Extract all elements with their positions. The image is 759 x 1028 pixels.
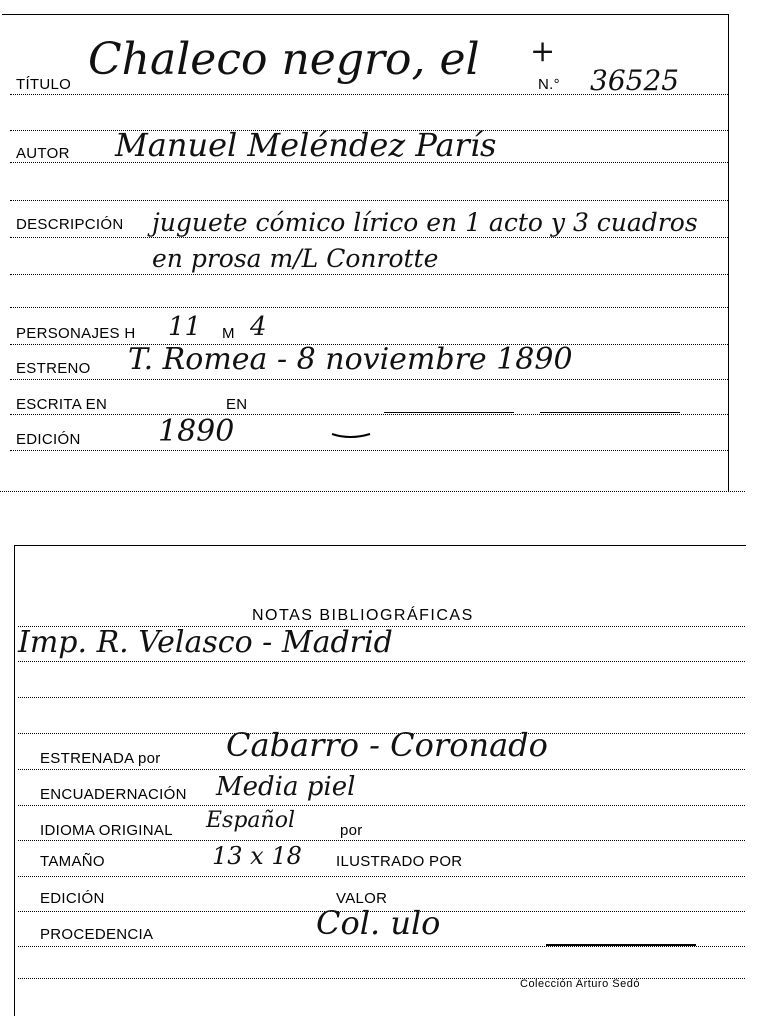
autor-label: AUTOR [16, 145, 70, 162]
dash-mark [330, 428, 374, 440]
edicion-label: EDICIÓN [16, 431, 81, 448]
estrenada-por-label: ESTRENADA por [40, 750, 161, 767]
numero-mark: + [530, 34, 556, 69]
personajes-h-value: 11 [168, 312, 202, 342]
underline [384, 412, 514, 413]
personajes-m-label: M [222, 325, 235, 342]
personajes-h-label: PERSONAJES H [16, 325, 136, 342]
edicion-value: 1890 [158, 414, 235, 449]
tamano-label: TAMAÑO [40, 853, 105, 870]
descripcion-label: DESCRIPCIÓN [16, 216, 124, 233]
personajes-m-value: 4 [250, 312, 267, 342]
numero-label: N.° [538, 76, 560, 93]
rule [10, 274, 728, 275]
rule [18, 661, 745, 662]
idioma-original-label: IDIOMA ORIGINAL [40, 822, 173, 839]
rule [10, 200, 728, 201]
estrenada-por-value: Cabarro - Coronado [226, 726, 548, 764]
underline [540, 412, 680, 413]
imprenta-value: Imp. R. Velasco - Madrid [18, 625, 393, 660]
descripcion-value-line2: en prosa m/L Conrotte [152, 244, 439, 273]
ilustrado-por-label: ILUSTRADO POR [336, 853, 463, 870]
encuadernacion-value: Media piel [216, 772, 356, 802]
descripcion-value-line1: juguete cómico lírico en 1 acto y 3 cuadros [152, 208, 698, 237]
notas-heading: NOTAS BIBLIOGRÁFICAS [252, 607, 474, 624]
card-separator [0, 491, 745, 492]
estreno-value: T. Romea - 8 noviembre 1890 [128, 342, 573, 377]
titulo-value: Chaleco negro, el [88, 34, 480, 85]
rule [18, 697, 745, 698]
procedencia-label: PROCEDENCIA [40, 926, 154, 943]
underline [546, 944, 696, 946]
coleccion-stamp: Colección Arturo Sedó [520, 978, 640, 990]
edicion-back-label: EDICIÓN [40, 890, 105, 907]
rule [18, 769, 745, 770]
rule [18, 876, 745, 877]
titulo-label: TÍTULO [16, 76, 72, 93]
autor-value: Manuel Meléndez París [115, 126, 497, 164]
numero-value: 36525 [590, 64, 680, 97]
rule [10, 237, 728, 238]
rule [10, 414, 728, 415]
rule [18, 626, 745, 627]
estreno-label: ESTRENO [16, 360, 91, 377]
escrita-en-label: ESCRITA EN [16, 396, 108, 413]
valor-label: VALOR [336, 890, 388, 907]
encuadernacion-label: ENCUADERNACIÓN [40, 786, 187, 803]
en-label: EN [226, 396, 248, 413]
rule [18, 805, 745, 806]
rule [10, 379, 728, 380]
procedencia-value: Col. ulo [316, 904, 441, 942]
rule [18, 946, 745, 947]
rule [10, 307, 728, 308]
rule [18, 840, 745, 841]
rule [10, 450, 728, 451]
idioma-original-value: Español [206, 808, 295, 833]
tamano-value: 13 x 18 [212, 842, 302, 870]
por-label: por [340, 822, 363, 839]
